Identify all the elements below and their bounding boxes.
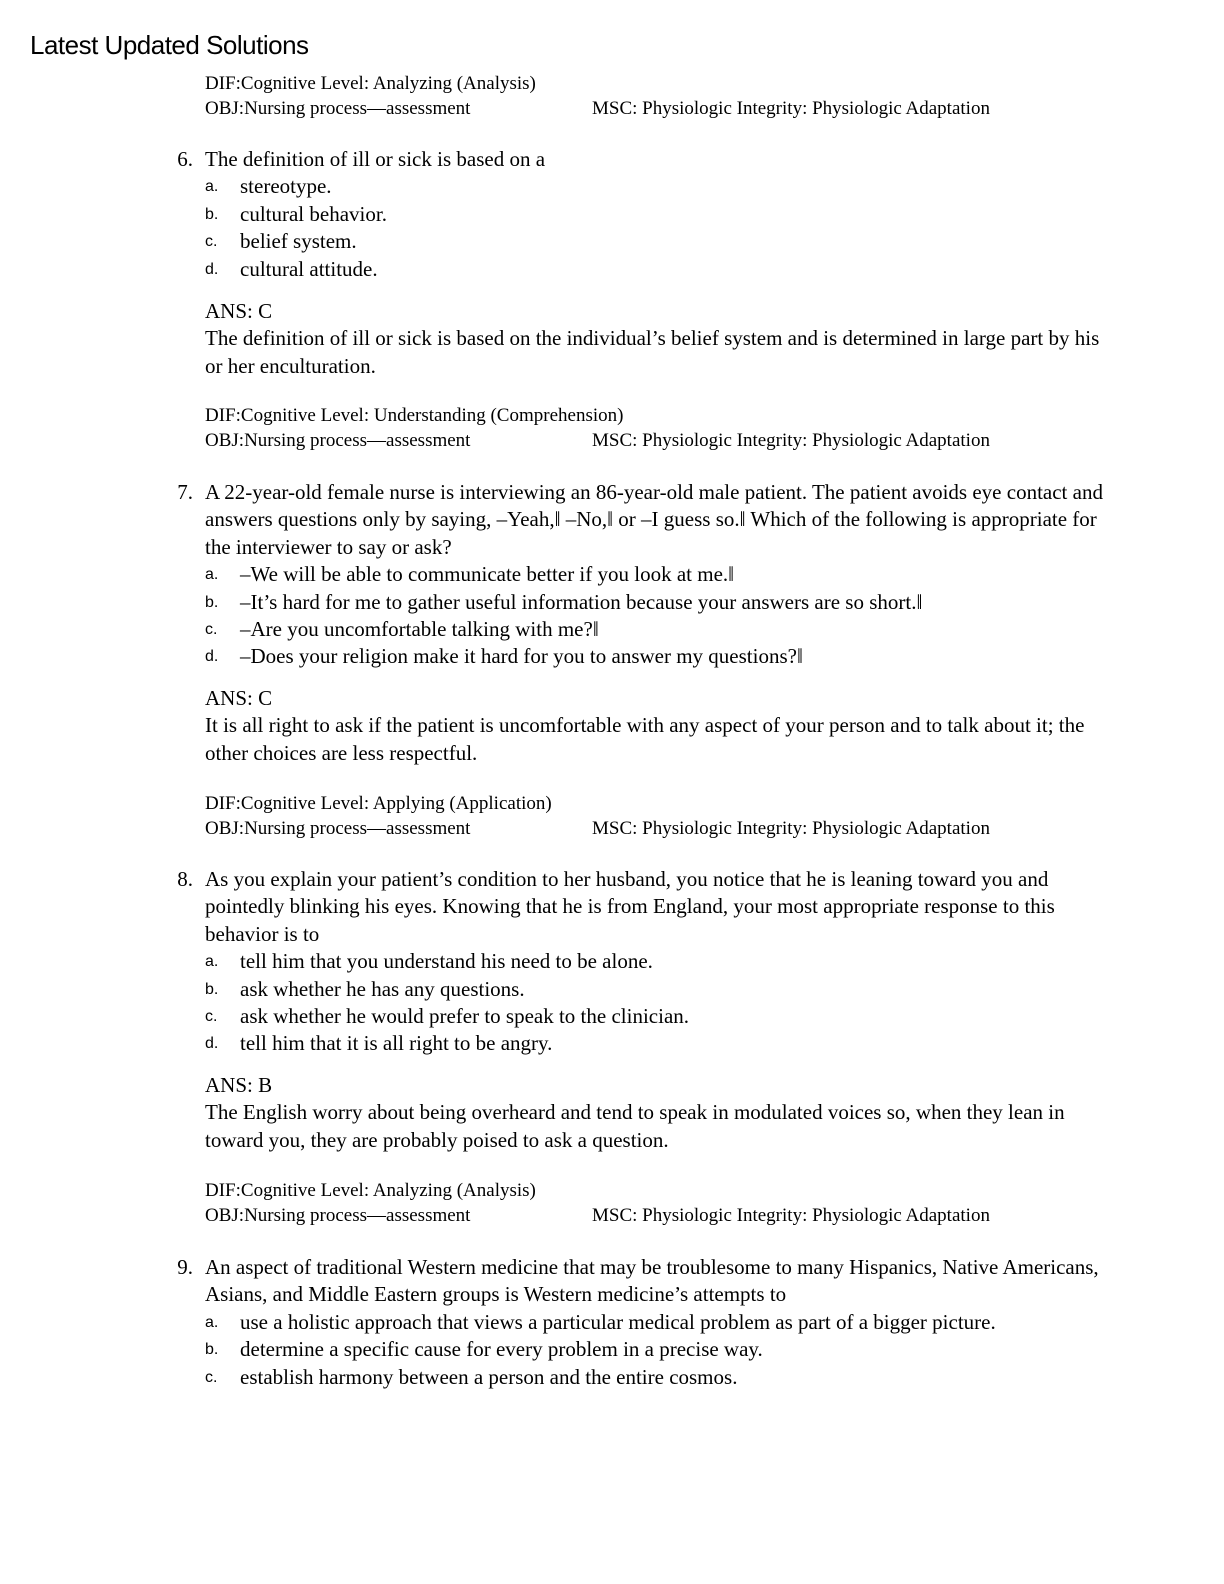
question-stem: The definition of ill or sick is based on a [205, 147, 546, 171]
answer-options [165, 948, 1105, 1058]
option-a [205, 948, 1105, 975]
option-letter: b. [205, 1341, 219, 1359]
msc-label: MSC: Physiologic Integrity: Physiologic Adaptation [592, 818, 990, 839]
option-letter: a. [205, 178, 219, 196]
option-b [205, 1336, 1025, 1363]
option-letter: a. [205, 953, 219, 971]
option-d [205, 256, 1105, 283]
option-c [205, 616, 1105, 643]
option-letter: d. [205, 648, 219, 666]
question-metadata [205, 791, 1105, 841]
option-text: –We will be able to communicate better if you look at me.‖ [240, 562, 735, 587]
option-text: –Are you uncomfortable talking with me?‖ [240, 617, 599, 642]
question-number: 7. [177, 480, 193, 504]
option-text: stereotype. [240, 174, 332, 199]
answer-block [205, 685, 1105, 767]
option-text: determine a specific cause for every problem in a precise way. [240, 1337, 763, 1362]
option-text: cultural behavior. [240, 201, 387, 226]
msc-label: MSC: Physiologic Integrity: Physiologic Adaptation [592, 98, 990, 119]
option-a [205, 561, 1105, 588]
question-6 [165, 146, 1105, 283]
answer-rationale: It is all right to ask if the patient is uncomfortable with any aspect of your person and to talk about it; the other choices are less respectful. [205, 713, 1085, 765]
msc-label: MSC: Physiologic Integrity: Physiologic Adaptation [592, 430, 990, 451]
option-c [205, 228, 1105, 255]
option-letter: d. [205, 1035, 219, 1053]
question-metadata [205, 71, 1105, 121]
option-text: cultural attitude. [240, 256, 378, 281]
option-c [205, 1003, 1105, 1030]
answer-block [205, 1072, 1105, 1154]
option-text: –It’s hard for me to gather useful information because your answers are so short.‖ [240, 589, 923, 614]
answer-block [205, 298, 1105, 380]
answer-rationale: The definition of ill or sick is based on the individual’s belief system and is determined in large part by his or her enculturation. [205, 326, 1100, 378]
question-7 [165, 479, 1105, 671]
option-c [205, 1364, 1025, 1391]
question-metadata [205, 403, 1105, 453]
question-number: 8. [177, 867, 193, 891]
option-text: tell him that you understand his need to be alone. [240, 949, 653, 974]
question-stem: An aspect of traditional Western medicine that may be troublesome to many Hispanics, Native Americans, Asians, and Middle Eastern groups is Western medicine’s attempts to [205, 1255, 1099, 1307]
difficulty-label: DIF:Cognitive Level: Analyzing (Analysis) [205, 73, 536, 94]
objective-label: OBJ:Nursing process—assessment [205, 98, 471, 119]
msc-label: MSC: Physiologic Integrity: Physiologic Adaptation [592, 1205, 990, 1226]
option-letter: a. [205, 1313, 219, 1331]
question-9 [165, 1254, 1105, 1391]
answer-options [165, 173, 1105, 283]
question-number: 9. [177, 1255, 193, 1279]
option-d [205, 1030, 1105, 1057]
option-a [205, 1309, 1025, 1336]
objective-label: OBJ:Nursing process—assessment [205, 1205, 471, 1226]
answer-key: ANS: C [205, 299, 273, 323]
question-metadata [205, 1178, 1105, 1228]
answer-key: ANS: C [205, 686, 273, 710]
answer-options [165, 561, 1105, 671]
option-letter: d. [205, 260, 219, 278]
option-letter: b. [205, 205, 219, 223]
option-b [205, 589, 1105, 616]
option-letter: a. [205, 566, 219, 584]
option-b [205, 976, 1105, 1003]
question-8 [165, 866, 1105, 1058]
option-letter: c. [205, 233, 218, 251]
option-b [205, 201, 1105, 228]
option-text: tell him that it is all right to be angry. [240, 1031, 553, 1056]
answer-options [165, 1309, 1025, 1391]
page-header-title: Latest Updated Solutions [30, 30, 309, 60]
difficulty-label: DIF:Cognitive Level: Applying (Application) [205, 793, 552, 814]
difficulty-label: DIF:Cognitive Level: Analyzing (Analysis) [205, 1180, 536, 1201]
option-letter: b. [205, 593, 219, 611]
answer-key: ANS: B [205, 1073, 273, 1097]
option-letter: b. [205, 980, 219, 998]
option-text: ask whether he has any questions. [240, 976, 525, 1001]
option-text: –Does your religion make it hard for you to answer my questions?‖ [240, 644, 803, 669]
option-letter: c. [205, 1008, 218, 1026]
option-letter: c. [205, 621, 218, 639]
answer-rationale: The English worry about being overheard and tend to speak in modulated voices so, when they lean in toward you, they are probably poised to ask a question. [205, 1100, 1065, 1152]
difficulty-label: DIF:Cognitive Level: Understanding (Comprehension) [205, 405, 624, 426]
option-d [205, 643, 1105, 670]
question-stem: A 22-year-old female nurse is interviewing an 86-year-old male patient. The patient avoids eye contact and answers questions only by saying, –Yeah,‖ –No,‖ or –I guess so.‖ Which of the following is appropriate for the interviewer to say or ask? [205, 480, 1103, 559]
objective-label: OBJ:Nursing process—assessment [205, 818, 471, 839]
option-a [205, 173, 1105, 200]
question-number: 6. [177, 147, 193, 171]
option-text: ask whether he would prefer to speak to the clinician. [240, 1004, 690, 1029]
option-text: belief system. [240, 229, 357, 254]
option-letter: c. [205, 1368, 218, 1386]
objective-label: OBJ:Nursing process—assessment [205, 430, 471, 451]
option-text: use a holistic approach that views a particular medical problem as part of a bigger picture. [240, 1309, 996, 1334]
option-text: establish harmony between a person and the entire cosmos. [240, 1364, 738, 1389]
question-stem: As you explain your patient’s condition to her husband, you notice that he is leaning toward you and pointedly blinking his eyes. Knowing that he is from England, your most appropriate response to this behavior is to [205, 867, 1055, 946]
